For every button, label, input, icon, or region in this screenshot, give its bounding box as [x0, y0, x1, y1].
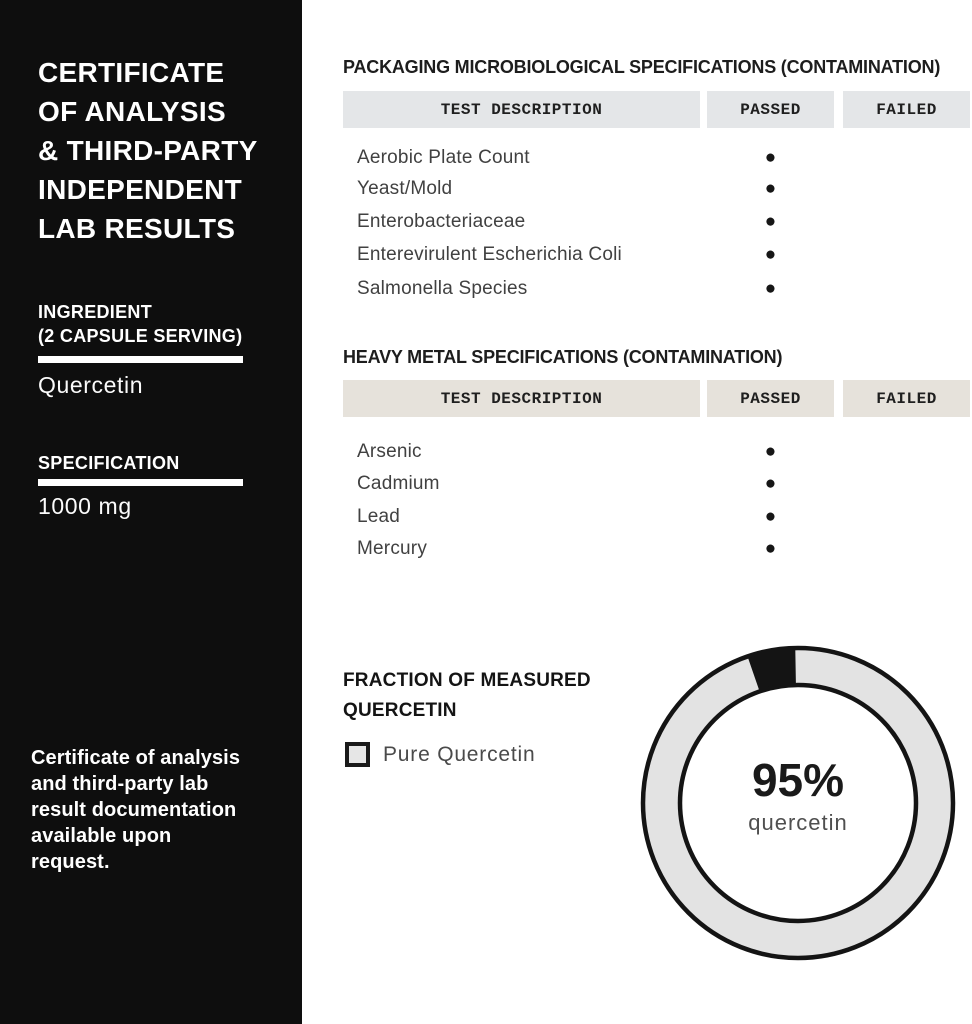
table-row — [343, 205, 972, 238]
page-title-line: INDEPENDENT — [38, 174, 242, 205]
column-header-passed: PASSED — [707, 380, 834, 417]
passed-dot-icon: ● — [764, 440, 777, 462]
donut-caption: quercetin — [748, 810, 848, 835]
specification-label: SPECIFICATION — [38, 453, 180, 473]
footnote — [31, 745, 287, 875]
test-name: Mercury — [357, 537, 428, 559]
column-header-passed: PASSED — [707, 91, 834, 128]
table-row — [343, 467, 972, 500]
donut-percentage: 95% — [751, 754, 845, 806]
table-row — [343, 532, 972, 565]
test-name: Yeast/Mold — [357, 177, 453, 199]
failed-cell — [843, 467, 970, 500]
test-name: Cadmium — [357, 472, 440, 494]
chart-legend — [345, 742, 535, 767]
column-header-failed: FAILED — [843, 380, 970, 417]
passed-dot-icon: ● — [764, 210, 777, 232]
page-title-line: OF ANALYSIS — [38, 96, 226, 127]
ingredient-label — [38, 300, 242, 348]
passed-dot-icon: ● — [764, 505, 777, 527]
passed-dot-icon: ● — [764, 243, 777, 265]
passed-dot-icon: ● — [764, 146, 777, 168]
table-row — [343, 172, 972, 205]
test-name: Aerobic Plate Count — [357, 146, 530, 168]
failed-cell — [843, 141, 970, 174]
test-name: Enterobacteriaceae — [357, 210, 526, 232]
table-row — [343, 435, 972, 468]
table1-heading: PACKAGING MICROBIOLOGICAL SPECIFICATIONS (CONTAMINATION) — [343, 57, 941, 77]
divider-bar — [38, 479, 243, 486]
test-name: Salmonella Species — [357, 277, 528, 299]
passed-dot-icon: ● — [764, 177, 777, 199]
passed-dot-icon: ● — [764, 537, 777, 559]
donut-center-label — [638, 754, 958, 836]
failed-cell — [843, 272, 970, 305]
column-header-test-description: TEST DESCRIPTION — [343, 380, 700, 417]
table-row — [343, 500, 972, 533]
test-name: Enterevirulent Escherichia Coli — [357, 243, 622, 265]
passed-dot-icon: ● — [764, 472, 777, 494]
legend-label: Pure Quercetin — [383, 742, 536, 766]
page-title — [38, 53, 258, 248]
specification-value: 1000 mg — [38, 493, 132, 519]
chart-title-line: QUERCETIN — [343, 700, 457, 721]
chart-title-line: FRACTION OF MEASURED — [343, 670, 591, 691]
legend-swatch-icon — [345, 742, 370, 767]
footnote-line: available upon — [31, 825, 172, 847]
footnote-line: request. — [31, 851, 110, 873]
failed-cell — [843, 205, 970, 238]
footnote-line: Certificate of analysis — [31, 747, 241, 769]
failed-cell — [843, 435, 970, 468]
passed-dot-icon: ● — [764, 277, 777, 299]
page-title-line: CERTIFICATE — [38, 57, 225, 88]
page-title-line: LAB RESULTS — [38, 213, 236, 244]
chart-title — [343, 666, 591, 726]
table-row — [343, 238, 972, 271]
table-row — [343, 272, 972, 305]
failed-cell — [843, 532, 970, 565]
failed-cell — [843, 238, 970, 271]
table-row — [343, 141, 972, 174]
column-header-failed: FAILED — [843, 91, 970, 128]
table2-heading: HEAVY METAL SPECIFICATIONS (CONTAMINATION) — [343, 347, 783, 367]
failed-cell — [843, 172, 970, 205]
ingredient-label-line1: INGREDIENT — [38, 302, 153, 322]
test-name: Lead — [357, 505, 401, 527]
divider-bar — [38, 356, 243, 363]
page-title-line: & THIRD-PARTY — [38, 135, 258, 166]
footnote-line: and third-party lab — [31, 773, 209, 795]
ingredient-value: Quercetin — [38, 372, 144, 398]
column-header-test-description: TEST DESCRIPTION — [343, 91, 700, 128]
test-name: Arsenic — [357, 440, 422, 462]
footnote-line: result documentation — [31, 799, 237, 821]
failed-cell — [843, 500, 970, 533]
sidebar — [0, 0, 302, 1024]
ingredient-label-line2: (2 CAPSULE SERVING) — [38, 326, 243, 346]
